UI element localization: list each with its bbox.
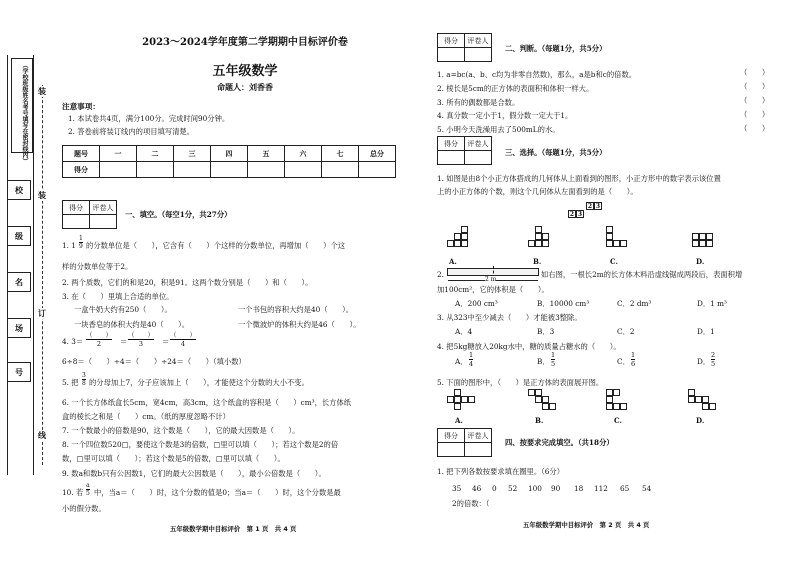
s3-q3-option-c[interactable]: C．2: [617, 327, 635, 336]
s3-q2-option-d[interactable]: D．1 m³: [697, 299, 727, 308]
s1-q3-d: 一个微波炉的体积大约是46（ ）。: [238, 320, 361, 329]
s4-number: 112: [594, 484, 608, 493]
s1-q1-text: 的分数单位是（ ），它含有（ ）个这样的分数单位，再增加（ ）个这: [86, 241, 346, 250]
s1-q4-lead: 4. 3＝: [62, 337, 84, 346]
score-input[interactable]: [438, 443, 465, 457]
seal-line: [42, 85, 43, 465]
s4-number: 100: [528, 484, 542, 493]
section4-title: 四、按要求完成填空。（共18分）: [505, 438, 614, 447]
s4-number: 54: [642, 484, 652, 493]
field-class[interactable]: 级: [7, 226, 31, 246]
cut-char-xian: 线: [38, 430, 46, 440]
field-school[interactable]: 校: [7, 180, 31, 200]
s3-q5-label-d: D.: [696, 416, 705, 425]
s2-answer-3[interactable]: （ ）: [740, 96, 770, 105]
s1-q8: 8. 一个四位数520□，要使这个数是3的倍数，□里可以填（ ）；若这个数是2的倍: [62, 440, 339, 449]
s2-item-4: 4. 真分数一定小于1，假分数一定大于1。: [437, 111, 573, 120]
cut-char-zhuang-2: 装: [38, 190, 46, 200]
cut-char-zhuang: 装: [38, 86, 46, 96]
s1-q6-cont: 盒的棱长之和是（ ）cm。（纸的厚度忽略不计）: [62, 412, 230, 421]
s1-q4-eq: ＝: [120, 337, 128, 346]
s4-multiple-of-2[interactable]: 2的倍数：（: [452, 499, 490, 508]
score-table: [62, 145, 396, 178]
s4-q1: 1. 把下列各数按要求填在圈里。（6分）: [437, 467, 565, 476]
s1-q7: 7. 一个数最小的倍数是90，这个数是（ ），它的最大因数是（ ）。: [62, 426, 300, 435]
section1-score-box: [62, 200, 117, 229]
s1-q8-cont: 数，□里可以填（ ）；若这个数是5的倍数，□里可以填（ ）。: [62, 454, 285, 463]
s3-q1-label-c: C.: [610, 257, 618, 266]
s3-q1-figure-b[interactable]: [528, 226, 558, 254]
s1-q10-fraction: a 5: [86, 482, 90, 497]
grader-input[interactable]: [465, 48, 492, 62]
score-cell[interactable]: [100, 162, 137, 178]
s1-q4-frac-a: （ ） 2: [86, 331, 112, 348]
notes-title: 注意事项：: [62, 102, 100, 111]
note-1: 1. 本试卷共4页，满分100分。完成时间90分钟。: [68, 114, 230, 123]
score-input[interactable]: [438, 151, 465, 165]
s1-q2: 2. 两个质数，它们的和是20，积是91。这两个数分别是（ ）和（ ）。: [62, 278, 313, 287]
grader-label: 评卷人: [465, 137, 492, 151]
s2-answer-5[interactable]: （ ）: [740, 124, 770, 133]
s2-item-2: 2. 棱长是5cm的正方体的表面积和体积一样大。: [437, 84, 594, 93]
s1-q9: 9. 数a和数b只有公因数1，它们的最大公因数是（ ），最小公倍数是（ ）。: [62, 469, 326, 478]
s1-q5-fraction: 3 8: [82, 372, 86, 387]
score-label: 得分: [63, 201, 90, 215]
score-cell[interactable]: [322, 162, 359, 178]
score-cell[interactable]: [137, 162, 174, 178]
s3-q5-net-a[interactable]: [447, 389, 479, 413]
s1-q3-a: 一盒牛奶大约有250（ ）。: [74, 305, 172, 314]
s1-q5-lead: 5. 把: [62, 378, 79, 387]
s3-q3-option-d[interactable]: D．1: [697, 327, 715, 336]
s3-q2-option-b[interactable]: B．10000 cm³: [537, 299, 590, 308]
s2-answer-4[interactable]: （ ）: [740, 110, 770, 119]
page2-footer: 五年级数学期中目标评价 第 2 页 共 4 页: [523, 521, 650, 529]
s3-q5-label-b: B.: [535, 416, 544, 425]
section1-title: 一、填空。（每空1分，共27分）: [125, 210, 232, 219]
s3-q2-option-c[interactable]: C．2 dm³: [617, 299, 652, 308]
s1-q4-eq2: ＝: [162, 337, 170, 346]
score-header: 一: [100, 146, 137, 162]
top-view-cell: 3: [577, 211, 583, 218]
score-header: 题号: [63, 146, 100, 162]
score-input[interactable]: [438, 48, 465, 62]
score-input[interactable]: [63, 215, 90, 229]
s3-q2-cont: 加100cm²，它的体积是（ ）。: [437, 285, 549, 294]
score-header: 总分: [359, 146, 396, 162]
s3-q3-option-b[interactable]: B．3: [537, 327, 555, 336]
s4-number: 35: [452, 484, 462, 493]
s3-q5-net-c[interactable]: [606, 389, 638, 413]
binding-border-inner: [33, 55, 34, 475]
s4-number: 52: [508, 484, 518, 493]
score-header: 四: [211, 146, 248, 162]
s4-number: 46: [472, 484, 482, 493]
s2-item-3: 3. 所有的偶数都是合数。: [437, 98, 520, 107]
s1-q3-c: 一块香皂的体积大约是40（ ）。: [74, 320, 190, 329]
score-header: 七: [322, 146, 359, 162]
grader-label: 评卷人: [90, 201, 117, 215]
s1-q1-cont: 样的分数单位等于2。: [62, 262, 133, 271]
s2-answer-1[interactable]: （ ）: [740, 68, 770, 77]
score-cell[interactable]: [285, 162, 322, 178]
top-view-cell: 2: [569, 211, 575, 218]
field-number[interactable]: 号: [7, 362, 31, 382]
s1-q6: 6. 一个长方体纸盒长5cm，宽4cm，高3cm，这个纸盒的容积是（ ）cm³，长方体纸: [62, 398, 352, 407]
s1-q4-frac-b: （ ） 3: [128, 331, 154, 348]
s4-number: 65: [620, 484, 630, 493]
score-header: 三: [174, 146, 211, 162]
s3-q5: 5. 下面的图形中，（ ）是正方体的表面展开图。: [437, 378, 604, 387]
timber-length: 2 m: [485, 276, 497, 283]
s3-q2: 如右图，一根长2m的长方体木料沿虚线锯成两段后，表面积增: [541, 270, 743, 279]
section3-title: 三、选择。（每题1分，共5分）: [505, 148, 607, 157]
s3-q1-figure-c[interactable]: [606, 226, 636, 254]
s1-q10-cont: 小的假分数。: [62, 504, 106, 513]
field-name[interactable]: 名: [7, 272, 31, 292]
exam-title: 2023～2024学年度第二学期期中目标评价卷: [142, 37, 348, 48]
s1-q10-lead: 10. 若: [62, 488, 84, 497]
s3-q3-option-a[interactable]: A．4: [455, 327, 473, 336]
s2-item-5: 5. 小明今天洗澡用去了500mL的水。: [437, 125, 560, 134]
cut-char-ding: 订: [38, 308, 46, 318]
s3-q1-cont: 上的小正方体的个数，则这个几何体从左面看到的是（ ）。: [437, 187, 638, 196]
s1-q4-line2: 6÷8＝（ ）÷4＝（ ）÷24＝（ ）（填小数）: [62, 357, 246, 366]
s3-q1-figure-a[interactable]: [447, 226, 477, 254]
score-header: 五: [248, 146, 285, 162]
score-row-label: 得分: [63, 162, 100, 178]
grader-label: 评卷人: [465, 34, 492, 48]
s1-q3: 3. 在（ ）里填上合适的单位。: [62, 292, 174, 301]
s3-q5-label-a: A.: [455, 416, 463, 425]
score-label: 得分: [438, 34, 465, 48]
s4-number: 18: [574, 484, 584, 493]
grader-input[interactable]: [465, 151, 492, 165]
binding-border-outer: [7, 55, 8, 475]
page1-footer: 五年级数学期中目标评价 第 1 页 共 4 页: [170, 525, 297, 533]
score-cell[interactable]: [248, 162, 285, 178]
section2-score-box: [437, 33, 492, 62]
s3-q1-figure-d[interactable]: [692, 226, 722, 254]
binding-notice: （学校班级姓名考号填写在密封线内）: [21, 62, 28, 164]
grader-input[interactable]: [465, 443, 492, 457]
score-header: 二: [137, 146, 174, 162]
score-cell[interactable]: [359, 162, 396, 178]
score-label: 得分: [438, 429, 465, 443]
top-view-cell: 2: [587, 203, 593, 210]
grader-input[interactable]: [90, 215, 117, 229]
score-label: 得分: [438, 137, 465, 151]
s1-q1-num: 1. 1: [62, 241, 76, 250]
score-cell[interactable]: [211, 162, 248, 178]
top-view-cell: 3: [595, 203, 601, 210]
grader-label: 评卷人: [465, 429, 492, 443]
s1-q3-b: 一个书包的容积大约是40（ ）。: [238, 305, 354, 314]
s3-q2-option-a[interactable]: A．200 cm³: [455, 299, 498, 308]
author: 命题人：刘香香: [217, 82, 273, 92]
s3-q1-label-a: A.: [449, 257, 457, 266]
s4-number: 0: [492, 484, 497, 493]
s1-q4-frac-c: （ ） 4: [170, 331, 196, 348]
s1-q1-fraction: 1 9: [79, 235, 83, 250]
note-2: 2. 答卷前将装订线内的项目填写清楚。: [68, 127, 195, 136]
s3-q1-label-d: D.: [696, 257, 705, 266]
s3-q4: 4. 把5kg糖放入20kg水中，糖的质量占糖水的（ ）。: [437, 342, 621, 351]
s4-number: 90: [551, 484, 561, 493]
s3-q1-label-b: B.: [533, 257, 542, 266]
score-header: 六: [285, 146, 322, 162]
s3-q5-net-b[interactable]: [528, 389, 560, 413]
subject-title: 五年级数学: [212, 64, 278, 79]
s3-q2-num: 2.: [437, 270, 444, 279]
s3-q1: 1. 如图是由8个小正方体搭成的几何体从上面看到的图形，小正方形中的数字表示该位置: [437, 174, 721, 183]
s2-item-1: 1. a=bc(a、b、c均为非零自然数)，那么，a是b和c的倍数。: [437, 70, 637, 79]
field-exam-room[interactable]: 场: [7, 318, 31, 338]
s1-q5-text: 的分母加上7，分子应该加上（ ），才能使这个分数的大小不变。: [89, 378, 309, 387]
score-cell[interactable]: [174, 162, 211, 178]
s2-answer-2[interactable]: （ ）: [740, 82, 770, 91]
s3-q5-label-c: C.: [614, 416, 622, 425]
s3-q5-net-d[interactable]: [688, 389, 720, 413]
s1-q10-text: 中，当a＝（ ）时，这个分数的值是0；当a＝（ ）时，这个分数是最: [94, 488, 341, 497]
section3-score-box: [437, 136, 492, 165]
section4-score-box: [437, 428, 492, 457]
section2-title: 二、判断。（每题1分，共5分）: [505, 44, 607, 53]
s3-q3: 3. 从323中至少减去（ ）才能被3整除。: [437, 313, 582, 322]
